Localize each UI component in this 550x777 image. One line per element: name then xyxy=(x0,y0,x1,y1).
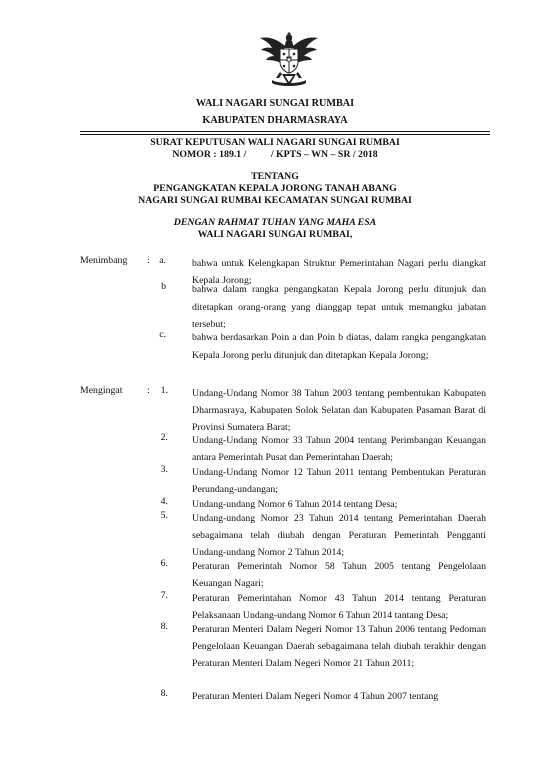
item-text: Undang-undang Nomor 23 Tahun 2014 tentang Pemerintahan Daerah sebagaimana telah diubah dengan Peraturan Pemerintah Pengganti Undang-undang Nomor 2 Tahun 2014; xyxy=(192,513,486,558)
tentang-heading: TENTANG xyxy=(251,171,299,182)
item-text: bahwa untuk Kelengkapan Struktur Pemerintahan Nagari perlu diangkat Kepala Jorong; xyxy=(192,258,486,286)
item-number: 5. xyxy=(160,510,168,521)
item-text: Peraturan Menteri Dalam Negeri Nomor 4 Tahun 2007 tentang xyxy=(192,691,439,702)
item-text: Peraturan Pemerintah Nomor 58 Tahun 2005 tentang Pengelolaan Keuangan Nagari; xyxy=(192,561,486,589)
letterhead-line2: KABUPATEN DHARMASRAYA xyxy=(202,115,348,126)
letterhead-rule xyxy=(80,131,490,132)
letterhead-line1: WALI NAGARI SUNGAI RUMBAI xyxy=(195,98,355,109)
item-text: Peraturan Menteri Dalam Negeri Nomor 13 Tahun 2006 tentang Pedoman Pengelolaan Keuangan Daerah sebagaimana telah diubah terakhir dengan Peraturan Menteri Dalam Negeri Nomor 21 Tahun 2011; xyxy=(192,624,486,669)
rahmat-line1: DENGAN RAHMAT TUHAN YANG MAHA ESA xyxy=(173,217,377,228)
item-number: 4. xyxy=(160,496,168,507)
item-number: 8. xyxy=(160,688,168,699)
decree-title: SURAT KEPUTUSAN WALI NAGARI SUNGAI RUMBAI xyxy=(150,137,400,148)
item-number: 7. xyxy=(160,590,168,601)
letterhead-rule-thin xyxy=(80,134,490,135)
item-number: a. xyxy=(159,255,166,266)
mengingat-colon: : xyxy=(147,385,150,396)
subject-line2: NAGARI SUNGAI RUMBAI KECAMATAN SUNGAI RUMBAI xyxy=(138,195,412,206)
item-number: 8. xyxy=(160,621,168,632)
item-text: bahwa berdasarkan Poin a dan Poin b diatas, dalam rangka pengangkatan Kepala Jorong perlu ditunjuk dan ditetapkan Kepala Jorong; xyxy=(192,332,486,361)
menimbang-label: Menimbang xyxy=(80,255,128,266)
mengingat-label: Mengingat xyxy=(80,385,123,396)
item-number: 1. xyxy=(160,385,168,396)
item-number: 3. xyxy=(160,464,168,475)
item-text: bahwa dalam rangka pengangkatan Kepala Jorong perlu ditunjuk dan ditetapkan orang-orang yang dianggap tepat untuk memangku jabatan tersebut; xyxy=(192,284,486,330)
menimbang-colon: : xyxy=(147,255,150,266)
subject-line1: PENGANGKATAN KEPALA JORONG TANAH ABANG xyxy=(153,183,397,194)
item-text: Undang-Undang Nomor 33 Tahun 2004 tentang Perimbangan Keuangan antara Pemerintah Pusat dan Pemerintahan Daerah; xyxy=(192,435,486,463)
rahmat-line2: WALI NAGARI SUNGAI RUMBAI, xyxy=(197,229,353,240)
item-text: Undang-Undang Nomor 38 Tahun 2003 tentang pembentukan Kabupaten Dharmasraya, Kabupaten Solok Selatan dan Kabupaten Pasaman Barat di Provinsi Sumatera Barat; xyxy=(192,388,486,433)
item-number: c. xyxy=(159,329,166,340)
item-number: 2. xyxy=(160,432,168,443)
item-number: 6. xyxy=(160,558,168,569)
garuda-emblem-icon xyxy=(258,32,320,90)
decree-number: NOMOR : 189.1 / / KPTS – WN – SR / 2018 xyxy=(172,149,378,160)
item-text: Undang-Undang Nomor 12 Tahun 2011 tentang Pembentukan Peraturan Perundang-undangan; xyxy=(192,467,486,495)
item-number: b xyxy=(161,281,166,292)
item-text: Undang-undang Nomor 6 Tahun 2014 tentang Desa; xyxy=(192,499,398,510)
item-text: Peraturan Pemerintahan Nomor 43 Tahun 2014 tentang Peraturan Pelaksanaan Undang-undang Nomor 6 Tahun 2014 tantang Desa; xyxy=(192,593,486,621)
